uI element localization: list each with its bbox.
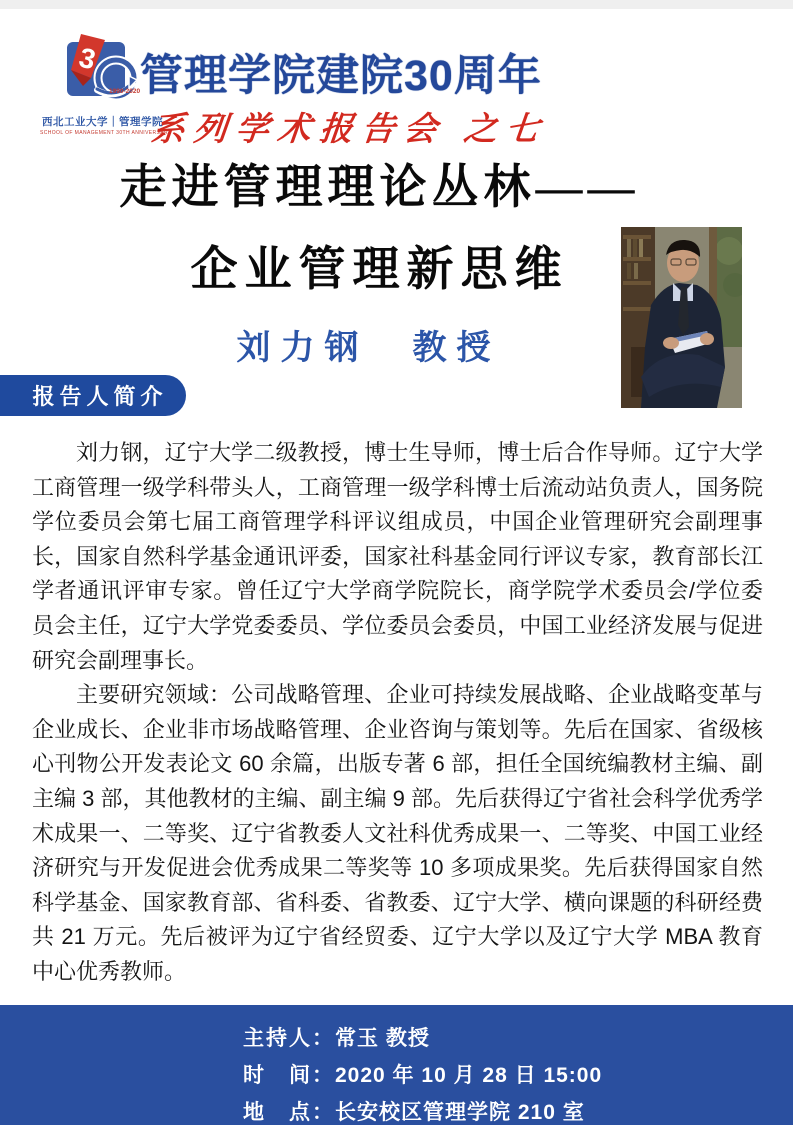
logo-years: 1990-2020 (108, 88, 140, 95)
time-label: 时 间： (243, 1064, 335, 1087)
place-label: 地 点： (243, 1101, 335, 1124)
bio-paragraph: 刘力钢，辽宁大学二级教授，博士生导师，博士后合作导师。辽宁大学工商管理一级学科带头人，工商管理一级学科博士后流动站负责人，国务院学位委员会第七届工商管理学科评议组成员，中国企业管理研究会副理事长，国家自然科学基金通讯评委，国家社科基金同行评议专家，教育部长江学者通讯评审专家。曾任辽宁大学商学院院长，商学院学术委员会/学位委员会主任，辽宁大学党委委员、学位委员会委员，中国工业经济发展与促进研究会副理事长。 (32, 440, 763, 673)
logo-org-subtitle: SCHOOL OF MANAGEMENT 30TH ANNIVERSARY (40, 130, 172, 136)
time-value: 2020 年 10 月 28 日 15:00 (335, 1064, 603, 1087)
event-info-bar (0, 1005, 793, 1125)
lecture-title-line2: 企业管理新思维 (190, 244, 569, 296)
lecture-title-line1: 走进管理理论丛林—— (119, 162, 640, 214)
anniversary-title: 管理学院建院30周年 (140, 52, 542, 100)
host-value: 常玉 教授 (335, 1027, 430, 1050)
section-badge-speaker-intro: 报告人简介 (0, 375, 186, 416)
host-label: 主持人： (243, 1027, 335, 1050)
series-subtitle: 系列学术报告会 之七 (149, 110, 550, 147)
place-row (243, 1094, 793, 1125)
speaker-photo (621, 227, 742, 408)
place-value: 长安校区管理学院 210 室 (335, 1101, 585, 1124)
speaker-bio (32, 436, 763, 990)
host-row (243, 1020, 793, 1057)
speaker-photo-image (621, 227, 742, 408)
bio-paragraph: 主要研究领域：公司战略管理、企业可持续发展战略、企业战略变革与企业成长、企业非市场战略管理、企业咨询与策划等。先后在国家、省级核心刊物公开发表论文 60 余篇，出版专著 6 部，担任全国统编教材主编、副主编 3 部，其他教材的主编、副主编 9 部。先后获得辽宁省社会科学优秀学术成果一、二等奖、辽宁省教委人文社科优秀成果一、二等奖、中国工业经济研究与开发促进会优秀成果二等奖等 10 多项成果奖。先后获得国家自然科学基金、国家教育部、省科委、省教委、辽宁大学、横向课题的科研经费共 21 万元。先后被评为辽宁省经贸委、辽宁大学以及辽宁大学 MBA 教育中心优秀教师。 (32, 682, 763, 984)
logo-30-icon (53, 26, 153, 112)
logo-org-name: 西北工业大学｜管理学院 (42, 116, 163, 128)
top-edge-strip (0, 0, 793, 9)
time-row (243, 1057, 793, 1094)
logo-number-3: 3 (75, 41, 99, 76)
speaker-name: 刘力钢 教授 (236, 329, 501, 367)
